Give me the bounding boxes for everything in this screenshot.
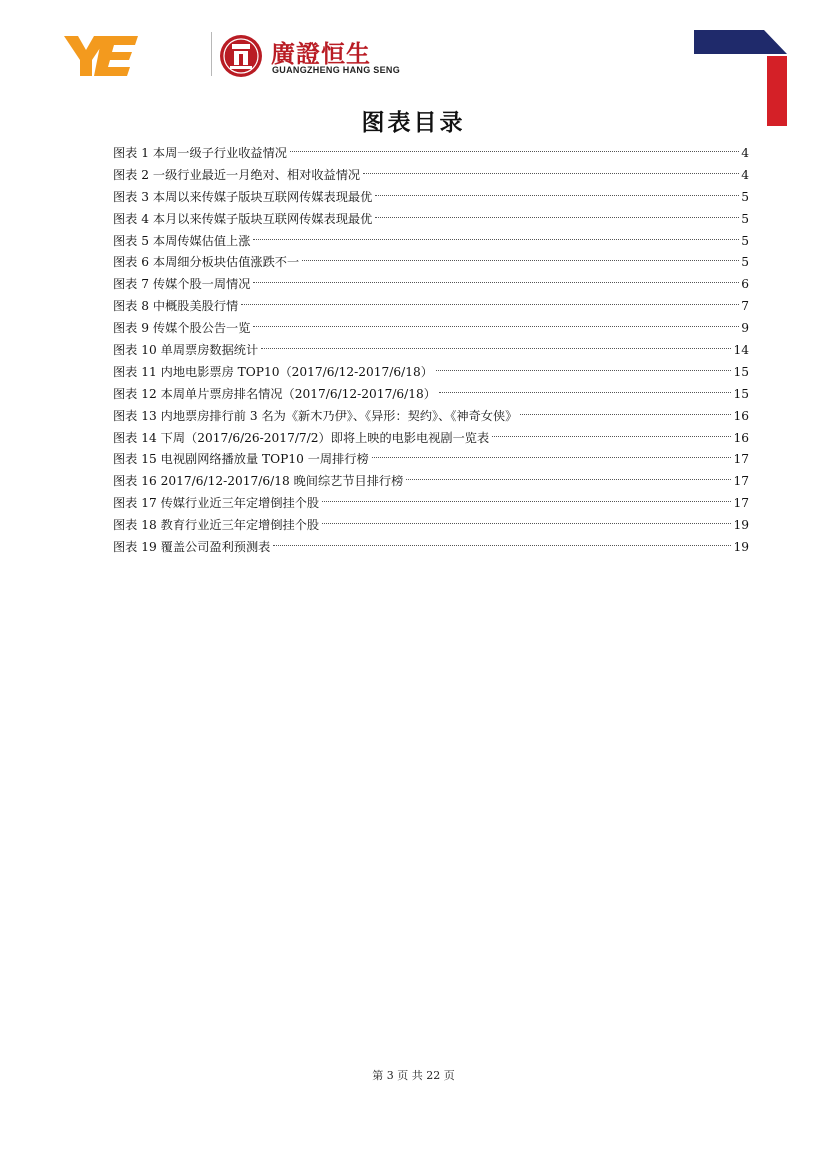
dot-leader [372, 456, 732, 458]
toc-entry-title: 图表 17 传媒行业近三年定增倒挂个股 [113, 496, 320, 511]
toc-entry[interactable] [113, 165, 749, 187]
dot-leader [375, 194, 739, 196]
dot-leader [439, 391, 732, 393]
toc-entry[interactable] [113, 515, 749, 537]
brand-name-cn: 廣證恒生 [271, 40, 371, 68]
dot-leader [253, 238, 739, 240]
ye-logo-icon [64, 32, 138, 78]
dot-leader [322, 522, 731, 524]
toc-entry-title: 图表 16 2017/6/12-2017/6/18 晚间综艺节目排行榜 [113, 474, 404, 489]
toc-entry-page: 6 [741, 277, 749, 292]
dot-leader [261, 347, 731, 349]
toc-entry[interactable] [113, 143, 749, 165]
toc-entry-title: 图表 18 教育行业近三年定增倒挂个股 [113, 518, 320, 533]
brand-name-en: GUANGZHENG HANG SENG [272, 65, 401, 75]
toc-entry-page: 19 [733, 540, 749, 555]
dot-leader [302, 259, 739, 261]
toc-entry-page: 5 [741, 189, 749, 204]
toc-entry-title: 图表 6 本周细分板块估值涨跌不一 [113, 255, 300, 270]
toc-entry-title: 图表 12 本周单片票房排名情况（2017/6/12-2017/6/18） [113, 386, 436, 401]
dot-leader [492, 435, 731, 437]
toc-entry[interactable] [113, 428, 749, 450]
toc-entry-page: 19 [733, 518, 749, 533]
dot-leader [253, 325, 739, 327]
dot-leader [241, 303, 739, 305]
toc-entry-title: 图表 10 单周票房数据统计 [113, 343, 259, 358]
toc-entry[interactable] [113, 231, 749, 253]
toc-entry-title: 图表 2 一级行业最近一月绝对、相对收益情况 [113, 167, 361, 182]
dot-leader [406, 478, 731, 480]
dot-leader [253, 281, 739, 283]
toc-entry-page: 5 [741, 211, 749, 226]
toc-entry-title: 图表 7 传媒个股一周情况 [113, 277, 251, 292]
toc-entry-page: 16 [733, 430, 749, 445]
toc-entry-page: 14 [733, 343, 749, 358]
toc-entry-title: 图表 9 传媒个股公告一览 [113, 321, 251, 336]
toc-entry-title: 图表 4 本月以来传媒子版块互联网传媒表现最优 [113, 211, 373, 226]
toc-entry-page: 4 [741, 167, 749, 182]
dot-leader [363, 172, 739, 174]
toc-entry-title: 图表 3 本周以来传媒子版块互联网传媒表现最优 [113, 189, 373, 204]
toc-entry-title: 图表 11 内地电影票房 TOP10（2017/6/12-2017/6/18） [113, 364, 433, 379]
toc-entry[interactable] [113, 209, 749, 231]
toc-entry[interactable] [113, 449, 749, 471]
toc-entry-title: 图表 5 本周传媒估值上涨 [113, 233, 251, 248]
toc-entry[interactable] [113, 340, 749, 362]
logo-divider [211, 32, 212, 76]
toc-entry[interactable] [113, 362, 749, 384]
toc-entry-title: 图表 19 覆盖公司盈利预测表 [113, 540, 271, 555]
toc-entry[interactable] [113, 406, 749, 428]
page-footer: 第 3 页 共 22 页 [372, 1069, 455, 1082]
dot-leader [290, 150, 739, 152]
page-title: 图表目录 [361, 110, 466, 136]
toc-entry[interactable] [113, 471, 749, 493]
dot-leader [375, 216, 739, 218]
toc-entry-title: 图表 8 中概股美股行情 [113, 299, 239, 314]
toc-entry-page: 5 [741, 255, 749, 270]
dot-leader [273, 544, 731, 546]
dot-leader [322, 500, 731, 502]
toc-entry-title: 图表 15 电视剧网络播放量 TOP10 一周排行榜 [113, 452, 369, 467]
toc-entry-page: 5 [741, 233, 749, 248]
toc-entry-page: 17 [733, 496, 749, 511]
company-logo [64, 30, 401, 80]
toc-entry[interactable] [113, 274, 749, 296]
toc-entry[interactable] [113, 318, 749, 340]
toc-entry-page: 9 [741, 321, 749, 336]
toc-entry-title: 图表 13 内地票房排行前 3 名为《新木乃伊》、《异形：契约》、《神奇女侠》 [113, 408, 518, 423]
toc-entry-page: 17 [733, 474, 749, 489]
toc-entry-title: 图表 1 本周一级子行业收益情况 [113, 146, 287, 160]
toc-entry[interactable] [113, 252, 749, 274]
dot-leader [436, 369, 732, 371]
dot-leader [520, 413, 731, 415]
toc-entry[interactable] [113, 187, 749, 209]
toc-entry-page: 16 [733, 408, 749, 423]
seal-icon [219, 34, 263, 78]
table-of-figures [113, 143, 749, 559]
toc-entry[interactable] [113, 384, 749, 406]
toc-entry-page: 7 [741, 299, 749, 314]
toc-entry[interactable] [113, 493, 749, 515]
toc-entry[interactable] [113, 296, 749, 318]
toc-entry[interactable] [113, 537, 749, 559]
toc-entry-page: 4 [741, 146, 749, 160]
toc-entry-page: 15 [733, 364, 749, 379]
toc-entry-page: 15 [733, 386, 749, 401]
toc-entry-page: 17 [733, 452, 749, 467]
toc-entry-title: 图表 14 下周（2017/6/26-2017/7/2）即将上映的电影电视剧一览表 [113, 430, 490, 445]
